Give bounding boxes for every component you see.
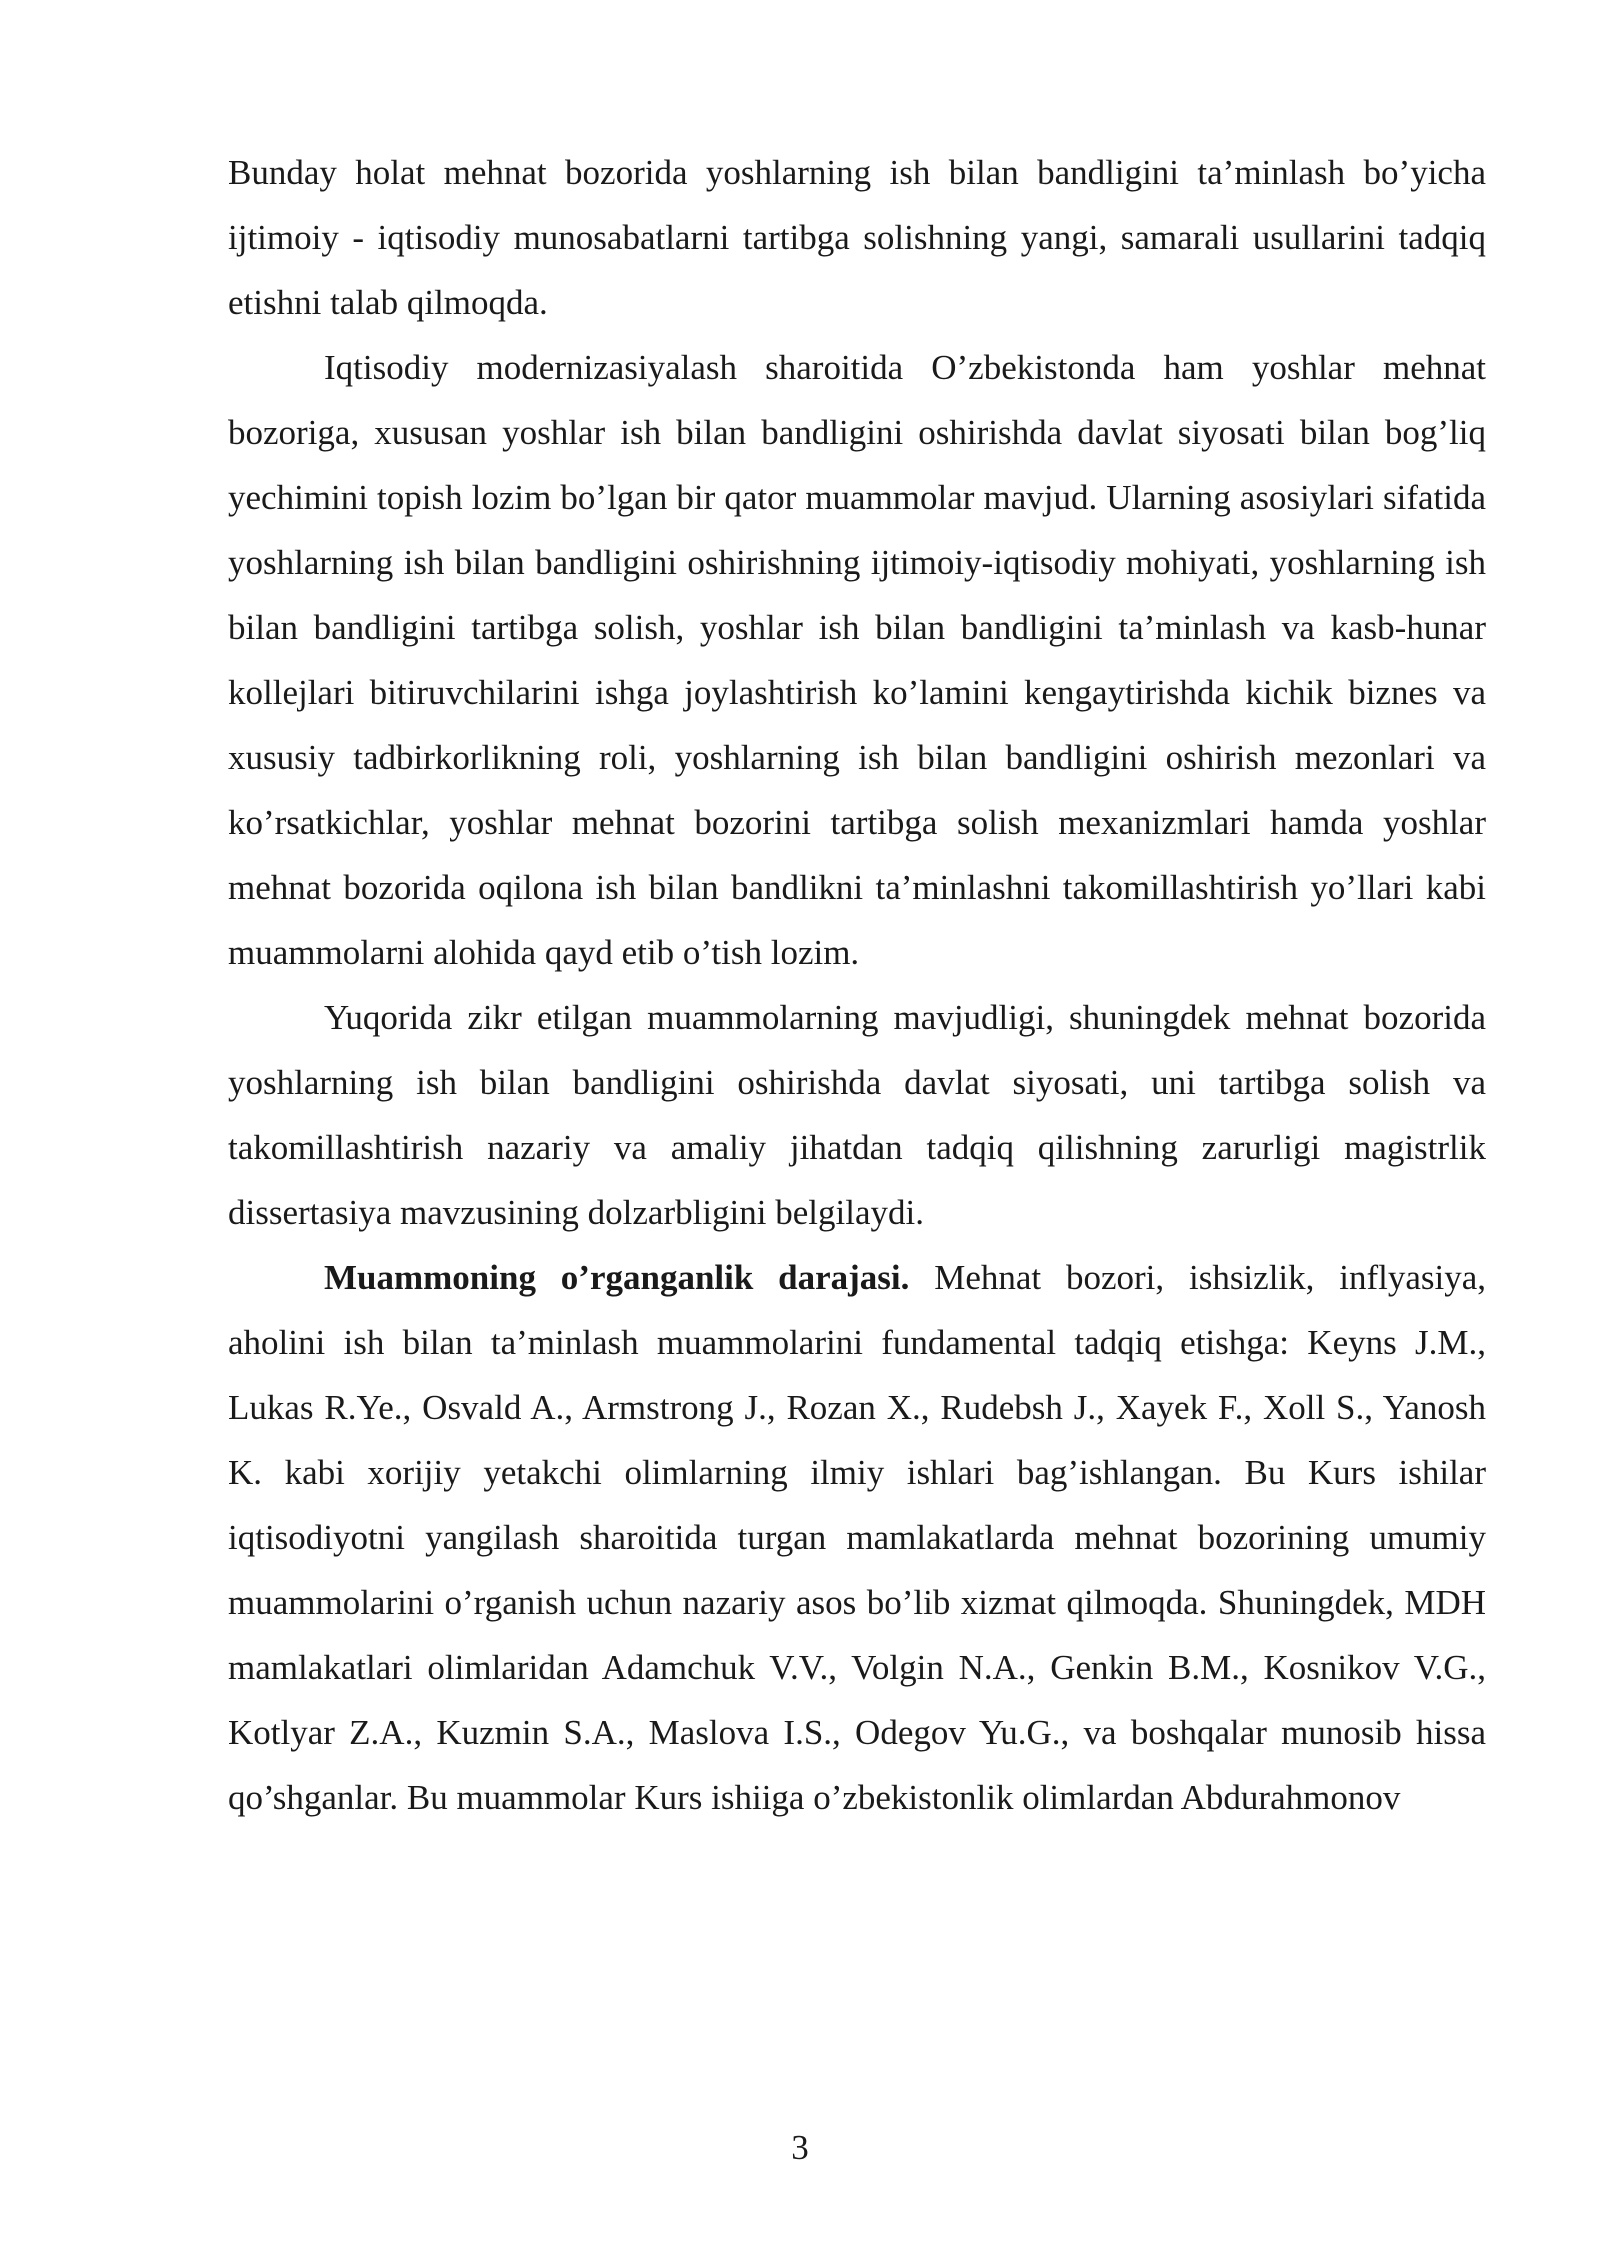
section-heading: Muammoning o’rganganlik darajasi.: [324, 1258, 910, 1297]
paragraph-modernization: Iqtisodiy modernizasiyalash sharoitida O’zbekistonda ham yoshlar mehnat bozoriga, xususan yoshlar ish bilan bandligini oshirishda davlat siyosati bilan bog’liq yechimini topish lozim bo’lgan bir qator muammolar mavjud. Ularning asosiylari sifatida yoshlarning ish bilan bandligini oshirishning ijtimoiy-iqtisodiy mohiyati, yoshlarning ish bilan bandligini tartibga solish, yoshlar ish bilan bandligini ta’minlash va kasb-hunar kollejlari bitiruvchilarini ishga joylashtirish ko’lamini kengaytirishda kichik biznes va xususiy tadbirkorlikning roli, yoshlarning ish bilan bandligini oshirish mezonlari va ko’rsatkichlar, yoshlar mehnat bozorini tartibga solish mexanizmlari hamda yoshlar mehnat bozorida oqilona ish bilan bandlikni ta’minlashni takomillashtirish yo’llari kabi muammolarni alohida qayd etib o’tish lozim.: [228, 348, 1486, 972]
paragraph-study-degree: [228, 1245, 1486, 1830]
page-number: 3: [791, 2128, 809, 2167]
paragraph-study-degree-text: Mehnat bozori, ishsizlik, inflyasiya, aholini ish bilan ta’minlash muammolarini fundamental tadqiq etishga: Keyns J.M., Lukas R.Ye., Osvald A., Armstrong J., Rozan X., Rudebsh J., Xayek F., Xoll S., Yanosh K. kabi xorijiy yetakchi olimlarning ilmiy ishlari bag’ishlangan. Bu Kurs ishilar iqtisodiyotni yangilash sharoitida turgan mamlakatlarda mehnat bozorining umumiy muammolarini o’rganish uchun nazariy asos bo’lib xizmat qilmoqda. Shuningdek, MDH mamlakatlari olimlaridan Adamchuk V.V., Volgin N.A., Genkin B.M., Kosnikov V.G., Kotlyar Z.A., Kuzmin S.A., Maslova I.S., Odegov Yu.G., va boshqalar munosib hissa qo’shganlar. Bu muammolar Kurs ishiiga o’zbekistonlik olimlardan Abdurahmonov: [228, 1258, 1486, 1817]
paragraph-relevance: Yuqorida zikr etilgan muammolarning mavjudligi, shuningdek mehnat bozorida yoshlarning ish bilan bandligini oshirishda davlat siyosati, uni tartibga solish va takomillashtirish nazariy va amaliy jihatdan tadqiq qilishning zarurligi magistrlik dissertasiya mavzusining dolzarbligini belgilaydi.: [228, 998, 1486, 1232]
body-text: [228, 140, 1486, 1830]
paragraph-intro: Bunday holat mehnat bozorida yoshlarning ish bilan bandligini ta’minlash bo’yicha ijtimoiy - iqtisodiy munosabatlarni tartibga solishning yangi, samarali usullarini tadqiq etishni talab qilmoqda.: [228, 153, 1486, 322]
